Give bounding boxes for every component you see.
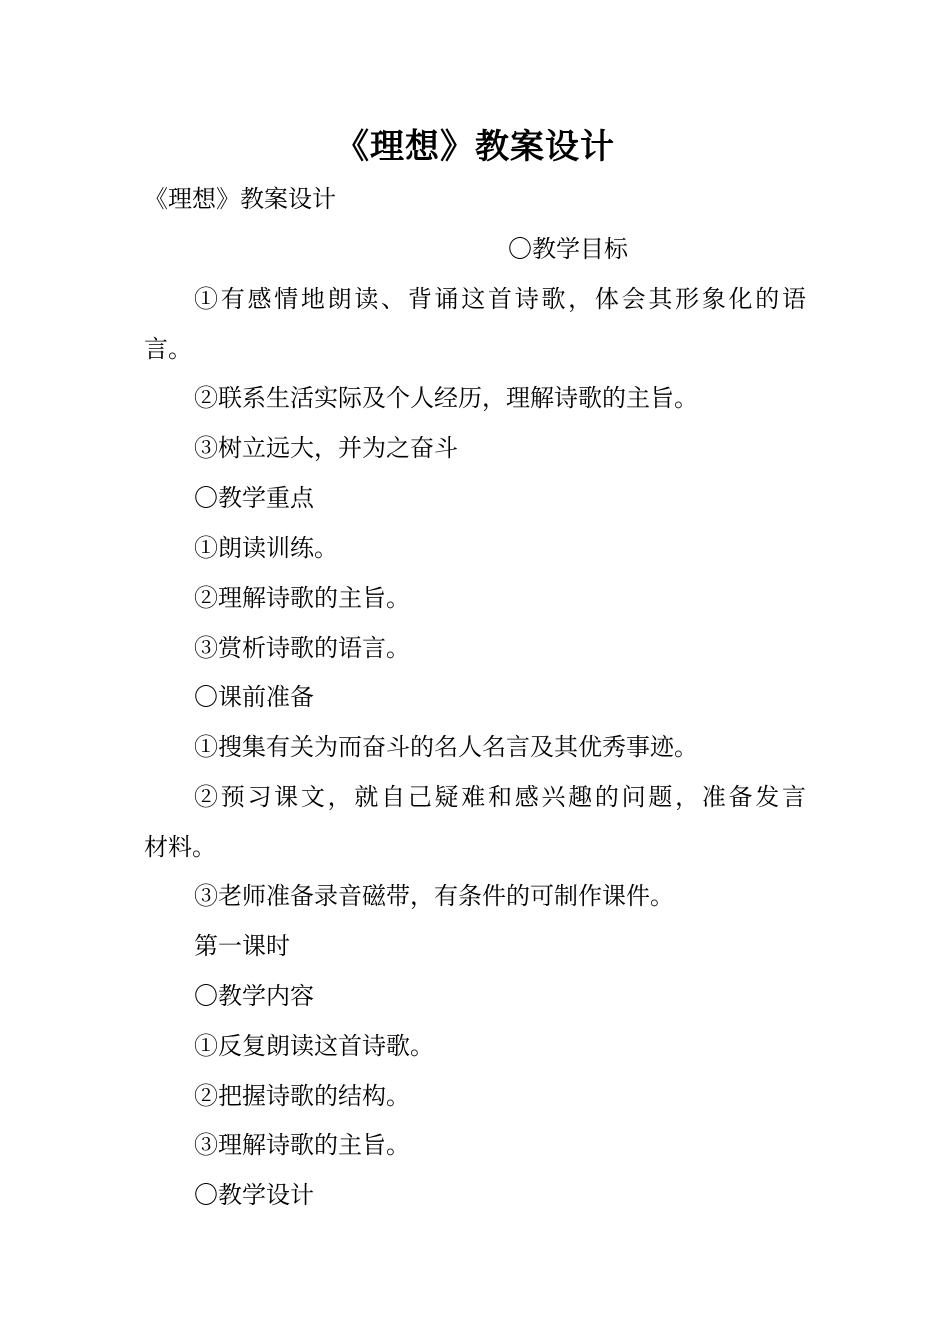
lesson-1-item-2: ②把握诗歌的结构。 xyxy=(194,1082,410,1110)
lesson-1-content-heading: 〇教学内容 xyxy=(194,982,314,1010)
key-points-heading: 〇教学重点 xyxy=(194,484,314,512)
goal-item-1-line-2: 言。 xyxy=(144,335,192,363)
key-point-item-1: ①朗读训练。 xyxy=(194,534,338,562)
lesson-1-heading: 第一课时 xyxy=(194,932,290,960)
goals-heading: 〇教学目标 xyxy=(508,235,628,263)
preparation-item-2-line-1: ②预习课文，就自己疑难和感兴趣的问题，准备发言 xyxy=(194,783,806,811)
key-point-item-3: ③赏析诗歌的语言。 xyxy=(194,634,410,662)
preparation-item-1: ①搜集有关为而奋斗的名人名言及其优秀事迹。 xyxy=(194,733,698,761)
lesson-1-design-heading: 〇教学设计 xyxy=(194,1181,314,1209)
document-subtitle: 《理想》教案设计 xyxy=(144,185,336,213)
goal-item-3: ③树立远大，并为之奋斗 xyxy=(194,434,458,462)
document-title: 《理想》教案设计 xyxy=(335,127,615,167)
lesson-1-item-1: ①反复朗读这首诗歌。 xyxy=(194,1032,434,1060)
preparation-item-3: ③老师准备录音磁带，有条件的可制作课件。 xyxy=(194,882,674,910)
goal-item-2: ②联系生活实际及个人经历，理解诗歌的主旨。 xyxy=(194,384,698,412)
lesson-1-item-3: ③理解诗歌的主旨。 xyxy=(194,1131,410,1159)
key-point-item-2: ②理解诗歌的主旨。 xyxy=(194,584,410,612)
goal-item-1-line-1: ①有感情地朗读、背诵这首诗歌，体会其形象化的语 xyxy=(194,285,806,313)
preparation-heading: 〇课前准备 xyxy=(194,683,314,711)
preparation-item-2-line-2: 材料。 xyxy=(144,833,216,861)
